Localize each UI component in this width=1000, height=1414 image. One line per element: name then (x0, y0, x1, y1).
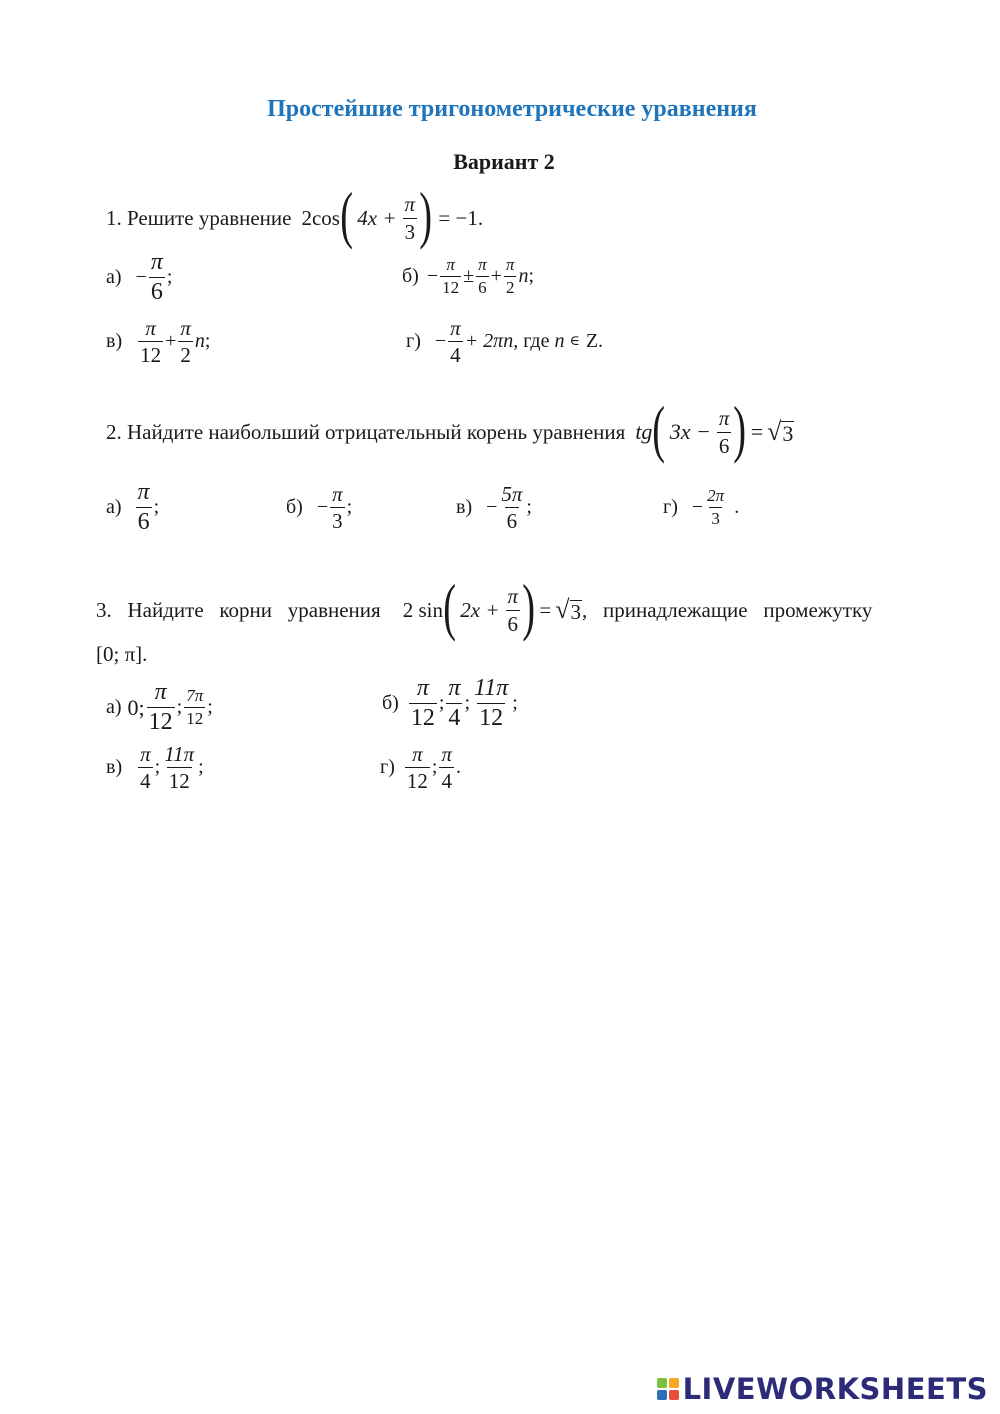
option-label: г) (380, 756, 395, 779)
fraction (149, 250, 165, 305)
option-label: г) (406, 330, 421, 353)
fraction-3 (472, 676, 510, 731)
eq-fraction (403, 193, 418, 242)
sqrt-arg: 3 (570, 599, 581, 624)
plus: + (490, 264, 502, 287)
eq-inner: 4x + (357, 205, 397, 230)
end: ; (526, 496, 532, 519)
where-text: , где (513, 330, 550, 353)
paren-left: ( (443, 571, 457, 642)
separator: ; (176, 696, 183, 719)
end: ; (153, 496, 160, 519)
fraction-2 (178, 317, 193, 366)
q2-option-v[interactable] (456, 483, 532, 532)
frac-den: 6 (478, 277, 487, 297)
question-2-equation (635, 393, 794, 464)
fraction-1 (405, 743, 430, 792)
q3-option-b[interactable] (382, 676, 518, 731)
plus: + (165, 330, 177, 353)
frac-num: π (416, 675, 429, 701)
frac-num: π (450, 316, 461, 340)
logo-square (657, 1378, 667, 1388)
frac-num: π (507, 584, 519, 609)
q3-option-g[interactable] (380, 743, 461, 792)
sqrt (767, 419, 794, 445)
radical-sign: √ (555, 595, 570, 624)
end: ; (204, 330, 211, 353)
separator: ; (438, 692, 445, 715)
frac-num: π (505, 255, 515, 274)
logo-square (657, 1390, 667, 1400)
fraction-2 (162, 743, 196, 792)
frac-num: π (154, 679, 167, 705)
variable: n (194, 330, 205, 353)
end: . (734, 495, 740, 518)
option-label: в) (106, 330, 123, 353)
frac-num: π (441, 742, 452, 766)
fraction-2 (476, 256, 489, 297)
frac-den: 6 (137, 509, 150, 536)
fraction (499, 483, 524, 532)
q1-option-g[interactable] (406, 317, 603, 366)
sign: − (486, 496, 498, 519)
frac-den: 4 (441, 769, 452, 794)
separator: ; (464, 692, 470, 715)
question-1-equation (301, 179, 484, 250)
q1-option-a[interactable] (106, 250, 172, 305)
eq-fn: tg (635, 419, 653, 444)
frac-num: π (150, 249, 163, 275)
fraction-1 (409, 676, 437, 731)
fraction-1 (138, 743, 153, 792)
frac-num: π (404, 192, 416, 217)
frac-num: 2π (707, 486, 725, 505)
option-label: б) (402, 264, 419, 287)
frac-num: π (137, 479, 150, 505)
option-label: г) (663, 495, 678, 518)
frac-den: 12 (168, 769, 190, 794)
option-label: а) (106, 496, 122, 519)
frac-den: 4 (450, 343, 461, 368)
frac-den: 4 (140, 769, 151, 794)
end: ; (528, 264, 535, 287)
liveworksheets-logo (657, 1372, 988, 1406)
fraction-2 (446, 676, 462, 731)
set: Z. (585, 330, 604, 353)
eq-fraction (506, 585, 521, 634)
option-label: в) (106, 756, 123, 779)
element-of: ∈ (569, 334, 580, 350)
frac-num: 5π (501, 482, 523, 506)
tail: + 2πn (464, 330, 514, 353)
frac-num: 11π (164, 742, 195, 766)
frac-den: 12 (410, 705, 435, 732)
frac-num: 7π (186, 686, 204, 706)
q1-option-b[interactable] (402, 256, 534, 297)
fraction (136, 480, 152, 535)
q3-option-v[interactable] (106, 743, 204, 792)
frac-num: π (478, 255, 487, 274)
eq-end: . (477, 205, 484, 230)
frac-den: 4 (448, 705, 461, 732)
eq-inner: 3x − (669, 419, 711, 444)
frac-den: 12 (479, 705, 504, 732)
q2-option-b[interactable] (286, 483, 352, 532)
question-3-text-cont: , принадлежащие промежутку (582, 597, 873, 622)
frac-den: 6 (150, 279, 163, 306)
frac-num: π (446, 255, 455, 274)
option-label: а) (106, 696, 122, 719)
option-label: а) (106, 266, 122, 289)
variant-heading: Вариант 2 (453, 149, 555, 174)
frac-den: 2 (180, 343, 191, 368)
end: ; (166, 266, 173, 289)
logo-square (669, 1390, 679, 1400)
fraction-2 (439, 743, 454, 792)
question-3-interval: [0; π]. (96, 642, 148, 666)
eq-rhs: = (750, 419, 764, 444)
frac-num: π (332, 482, 343, 506)
sqrt (555, 597, 582, 623)
option-label: б) (382, 692, 399, 715)
frac-den: 12 (406, 769, 428, 794)
variable: n (518, 264, 529, 287)
frac-num: π (718, 406, 730, 431)
frac-num: π (412, 742, 423, 766)
eq-coef: 2 sin (402, 597, 443, 622)
radical-sign: √ (767, 417, 782, 446)
frac-den: 2 (505, 277, 515, 297)
frac-den: 3 (404, 219, 416, 244)
frac-den: 12 (140, 343, 162, 368)
question-2-text: 2. Найдите наибольший отрицательный корень уравнения (106, 419, 626, 444)
paren-right: ) (733, 393, 747, 464)
sign: − (426, 264, 439, 287)
eq-coef: 2cos (301, 205, 340, 230)
variable: n (554, 330, 565, 353)
end: ; (198, 756, 204, 779)
q2-option-a[interactable] (106, 480, 159, 535)
frac-den: 3 (711, 508, 720, 528)
paren-left: ( (652, 393, 666, 464)
question-1-text: 1. Решите уравнение (106, 205, 292, 230)
fraction (448, 317, 463, 366)
question-2 (106, 393, 794, 464)
plus-minus: ± (463, 264, 475, 287)
frac-num: π (145, 316, 156, 340)
sign: − (434, 330, 447, 353)
frac-den: 6 (718, 433, 730, 458)
logo-square (669, 1378, 679, 1388)
end: . (455, 756, 461, 779)
fraction (330, 483, 345, 532)
fraction-1 (138, 317, 163, 366)
fraction-1 (440, 256, 461, 297)
end: ; (207, 696, 213, 719)
paren-right: ) (419, 179, 433, 250)
sign: − (316, 496, 329, 519)
option-label: в) (456, 496, 473, 519)
frac-num: π (180, 316, 191, 340)
page-title: Простейшие тригонометрические уравнения (267, 96, 757, 122)
frac-num: π (140, 742, 151, 766)
frac-den: 12 (148, 709, 173, 736)
eq-fraction (717, 407, 732, 456)
question-3 (96, 571, 873, 642)
frac-den: 12 (442, 277, 460, 297)
logo-text: LIVEWORKSHEETS (682, 1372, 988, 1406)
paren-right: ) (522, 571, 536, 642)
separator: ; (431, 756, 438, 779)
sqrt-arg: 3 (782, 420, 794, 446)
logo-squares-icon (657, 1378, 679, 1400)
sign: − (691, 495, 704, 518)
sign: − (135, 266, 147, 289)
separator: ; (154, 756, 161, 779)
frac-num: 11π (474, 675, 509, 701)
frac-den: 12 (186, 709, 204, 729)
fraction-2 (184, 687, 205, 728)
frac-den: 6 (506, 509, 518, 534)
frac-num: π (448, 675, 461, 701)
paren-left: ( (340, 179, 354, 250)
question-3-equation (402, 571, 582, 642)
frac-den: 3 (332, 509, 343, 534)
eq-inner: 2x + (460, 597, 500, 622)
fraction-3 (504, 256, 517, 297)
fraction (705, 487, 726, 528)
option-label: б) (286, 496, 303, 519)
q3-option-a[interactable] (106, 680, 213, 735)
eq-rhs: = −1 (438, 205, 478, 230)
frac-den: 6 (507, 611, 519, 636)
end: ; (512, 692, 518, 715)
eq-rhs: = (539, 597, 552, 622)
zero: 0; (127, 694, 145, 720)
fraction-1 (147, 680, 175, 735)
question-3-text: 3. Найдите корни уравнения (96, 597, 381, 622)
q1-option-v[interactable] (106, 317, 210, 366)
q2-option-g[interactable] (663, 487, 739, 528)
question-1 (106, 179, 484, 250)
end: ; (346, 496, 353, 519)
